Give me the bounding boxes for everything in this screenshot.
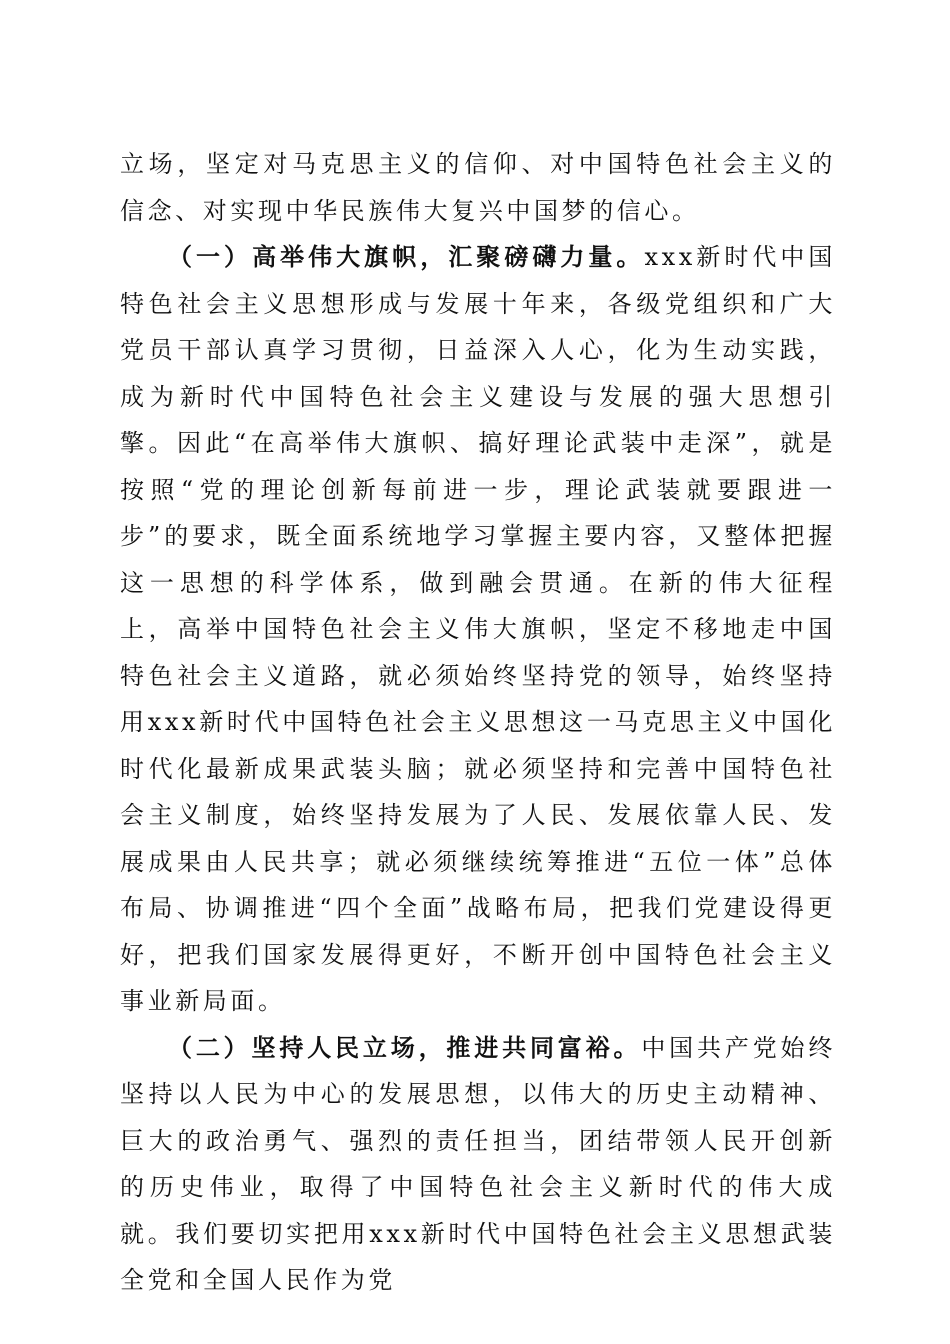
document-body <box>120 141 836 1304</box>
paragraph-text: 中国共产党始终坚持以人民为中心的发展思想，以伟大的历史主动精神、巨大的政治勇气、强烈的责任担当，团结带领人民开创新的历史伟业，取得了中国特色社会主义新时代的伟大成就。我们要切实把用xxx新时代中国特色社会主义思想武装全党和全国人民作为党 <box>120 1033 837 1294</box>
paragraph-text: xxx新时代中国特色社会主义思想形成与发展十年来，各级党组织和广大党员干部认真学习贯彻，日益深入人心，化为生动实践，成为新时代中国特色社会主义建设与发展的强大思想引擎。因此“在高举伟大旗帜、搞好理论武装中走深”，就是按照“党的理论创新每前进一步，理论武装就要跟进一步”的要求，既全面系统地学习掌握主要内容，又整体把握这一思想的科学体系，做到融会贯通。在新的伟大征程上，高举中国特色社会主义伟大旗帜，坚定不移地走中国特色社会主义道路，就必须始终坚持党的领导，始终坚持用xxx新时代中国特色社会主义思想这一马克思主义中国化时代化最新成果武装头脑；就必须坚持和完善中国特色社会主义制度，始终坚持发展为了人民、发展依靠人民、发展成果由人民共享；就必须继续统筹推进“五位一体”总体布局、协调推进“四个全面”战略布局，把我们党建设得更好，把我们国家发展得更好，不断开创中国特色社会主义事业新局面。 <box>120 243 837 1015</box>
section-heading-two: （二）坚持人民立场，推进共同富裕。 <box>168 1032 642 1062</box>
paragraph-section-two <box>120 1025 836 1304</box>
paragraph-section-one <box>120 234 836 1025</box>
paragraph-text: 立场，坚定对马克思主义的信仰、对中国特色社会主义的信念、对实现中华民族伟大复兴中国梦的信心。 <box>120 150 836 225</box>
paragraph-continued <box>120 141 836 234</box>
section-heading-one: （一）高举伟大旗帜，汇聚磅礴力量。 <box>168 242 645 271</box>
